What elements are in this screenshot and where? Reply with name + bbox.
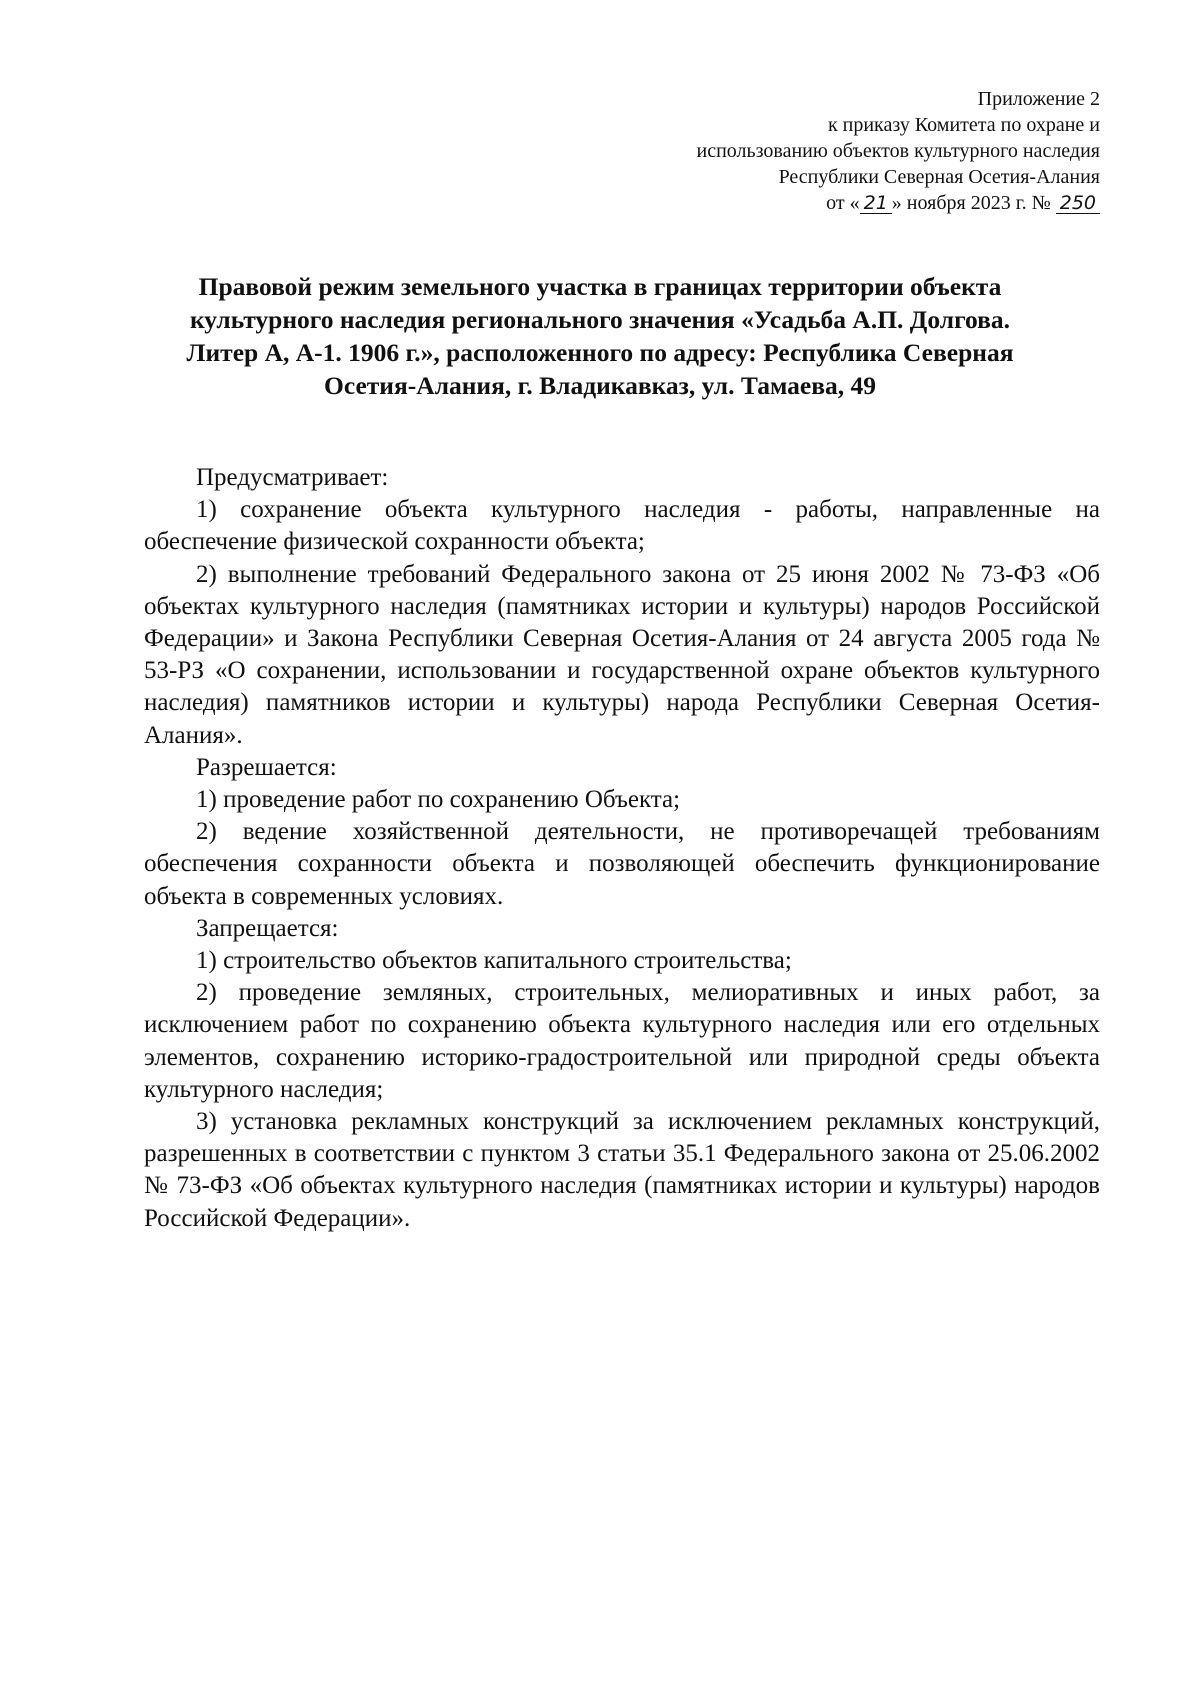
provides-heading: Предусматривает: <box>196 464 389 491</box>
appendix-line-1: Приложение 2 <box>977 88 1100 110</box>
title-line-3: Литер А, А-1. 1906 г.», расположенного по адресу: Республика Северная <box>186 338 1014 367</box>
date-prefix: от « <box>826 192 860 214</box>
prohibited-heading: Запрещается: <box>196 914 339 942</box>
date-middle: » ноября 2023 г. № <box>891 192 1051 214</box>
prohibited-item-3: 3) установка рекламных конструкций за исключением рекламных конструкций, разрешенных в соответствии с пунктом 3 статьи 35.1 Федерального закона от 25.06.2002 № 73-ФЗ «Об объектах культурного наследия (памятниках истории и культуры) народов Российской Федерации». <box>144 1108 1100 1232</box>
prohibited-item-1: 1) строительство объектов капитального строительства; <box>196 947 792 975</box>
provides-item-2: 2) выполнение требований Федерального закона от 25 июня 2002 № 73-ФЗ «Об объектах культурного наследия (памятниках истории и культуры) народов Российской Федерации» и Закона Республики Северная Осетия-Алания от 24 августа 2005 года № 53-РЗ «О сохранении, использовании и государственной охране объектов культурного наследия) памятников истории и культуры) народа Республики Северная Осетия-Алания». <box>144 560 1100 749</box>
allowed-item-2: 2) ведение хозяйственной деятельности, не противоречащей требованиям обеспечения сохранности объекта и позволяющей обеспечить функционирование объекта в современных условиях. <box>144 818 1100 910</box>
handwritten-date-day: 21 <box>860 193 892 214</box>
appendix-date-line <box>540 190 1100 216</box>
title-line-4: Осетия-Алания, г. Владикавказ, ул. Тамаева, 49 <box>323 371 876 400</box>
provides-item-1: 1) сохранение объекта культурного наследия - работы, направленные на обеспечение физической сохранности объекта; <box>144 496 1100 556</box>
allowed-heading: Разрешается: <box>196 753 337 781</box>
handwritten-order-number: 250 <box>1056 193 1100 214</box>
appendix-reference <box>540 86 1100 216</box>
appendix-line-2: к приказу Комитета по охране и <box>827 114 1100 136</box>
allowed-item-1: 1) проведение работ по сохранению Объекта; <box>196 786 681 814</box>
appendix-line-4: Республики Северная Осетия-Алания <box>778 166 1100 188</box>
prohibited-item-2: 2) проведение земляных, строительных, мелиоративных и иных работ, за исключением работ по сохранению объекта культурного наследия или его отдельных элементов, сохранению историко-градостроительной или природной среды объекта культурного наследия; <box>144 979 1100 1103</box>
document-body <box>144 462 1100 1235</box>
title-line-2: культурного наследия регионального значения «Усадьба А.П. Долгова. <box>189 305 1011 334</box>
title-line-1: Правовой режим земельного участка в границах территории объекта <box>198 272 1002 301</box>
document-title <box>140 270 1060 402</box>
appendix-line-3: использованию объектов культурного наследия <box>696 140 1100 162</box>
